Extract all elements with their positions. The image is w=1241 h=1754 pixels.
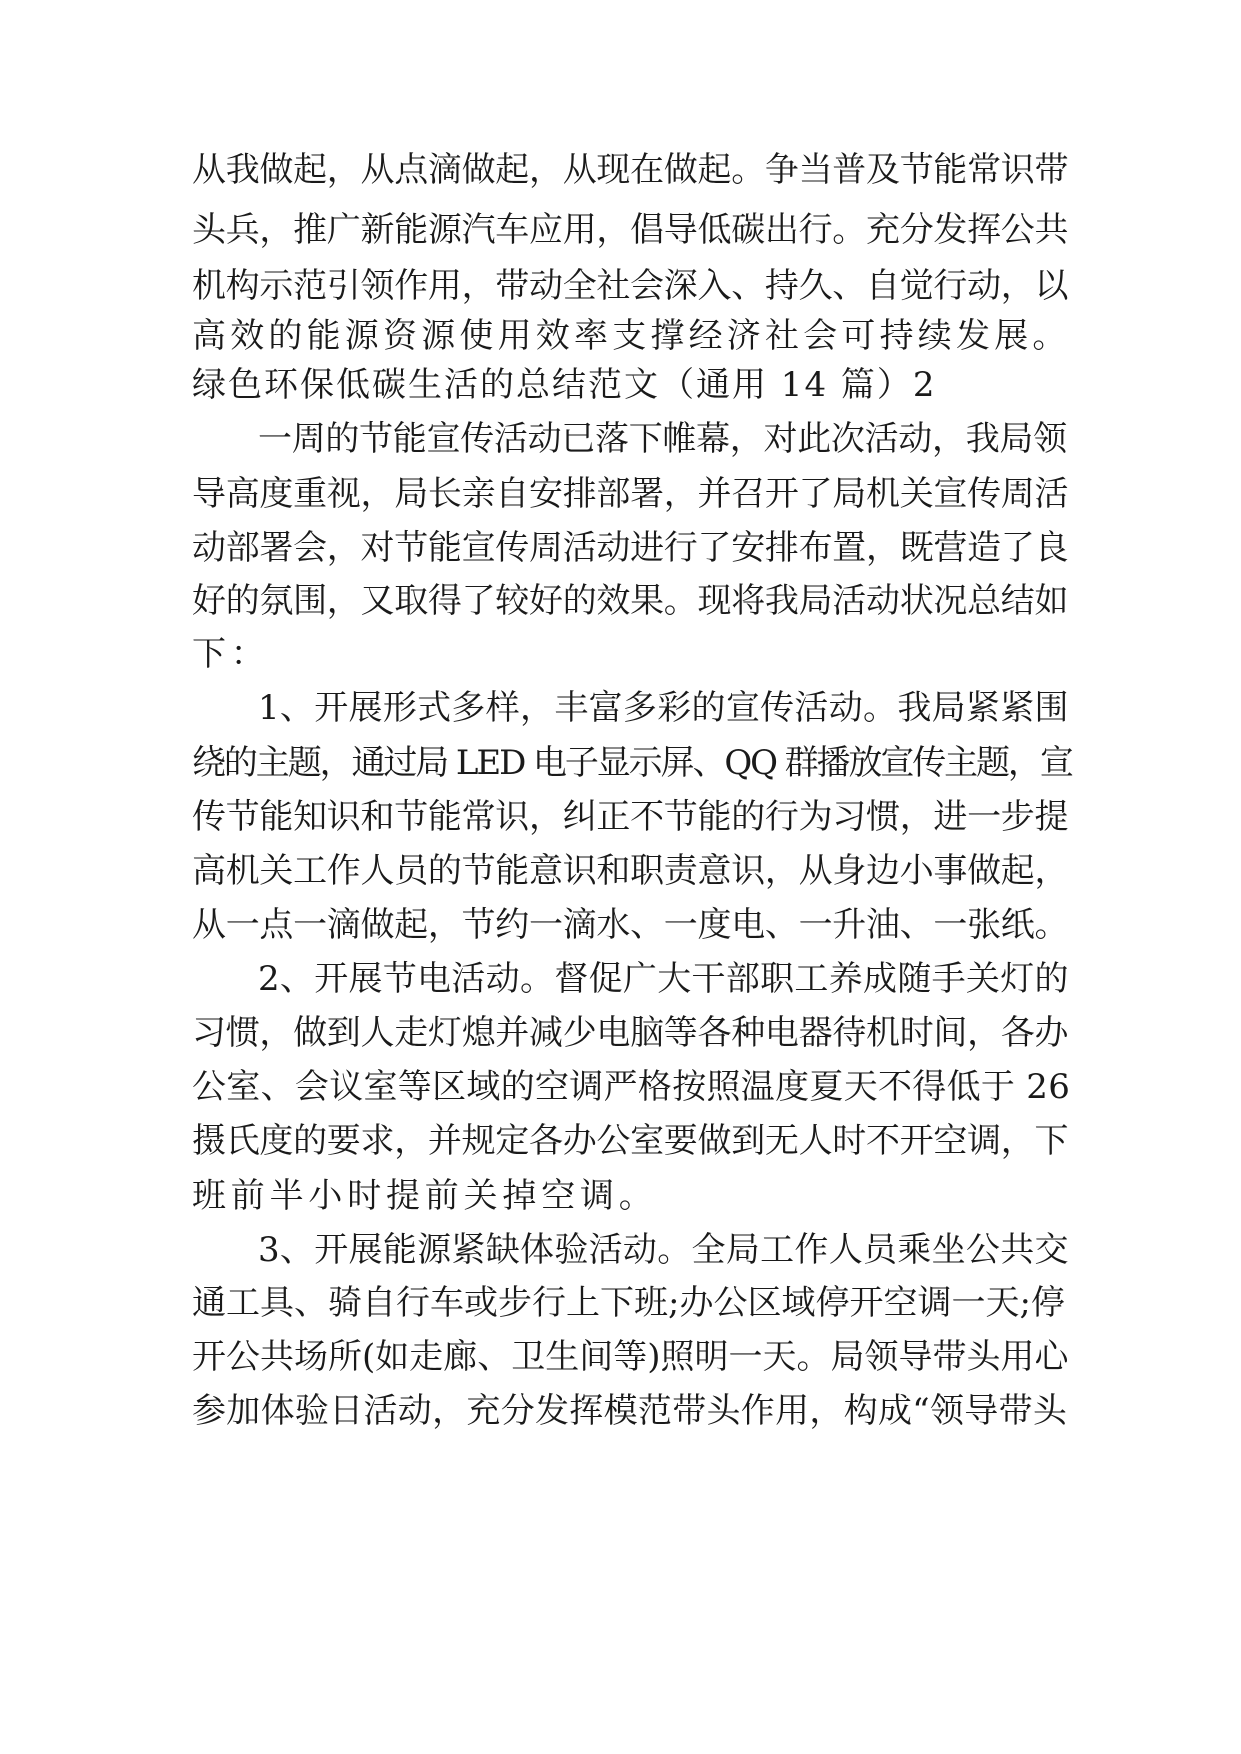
paragraph-line: 动部署会，对节能宣传周活动进行了安排布置，既营造了良: [192, 528, 1069, 568]
paragraph-line: 绕的主题，通过局 LED 电子显示屏、QQ 群播放宣传主题，宣: [192, 743, 1072, 783]
paragraph-line: 参加体验日活动，充分发挥模范带头作用，构成“领导带头: [192, 1391, 1068, 1431]
paragraph-line: 从我做起，从点滴做起，从现在做起。争当普及节能常识带: [192, 150, 1069, 190]
paragraph-line: 通工具、骑自行车或步行上下班;办公区域停开空调一天;停: [192, 1283, 1065, 1323]
paragraph-line: 从一点一滴做起，节约一滴水、一度电、一升油、一张纸。: [192, 905, 1069, 945]
paragraph-line: 机构示范引领作用，带动全社会深入、持久、自觉行动，以: [192, 266, 1069, 306]
paragraph-line: 3、开展能源紧缺体验活动。全局工作人员乘坐公共交: [258, 1230, 1069, 1270]
paragraph-line: 公室、会议室等区域的空调严格按照温度夏天不得低于 26: [192, 1067, 1071, 1107]
paragraph-line: 习惯，做到人走灯熄并减少电脑等各种电器待机时间，各办: [192, 1013, 1069, 1053]
paragraph-line: 一周的节能宣传活动已落下帷幕，对此次活动，我局领: [258, 419, 1067, 459]
paragraph-line: 好的氛围，又取得了较好的效果。现将我局活动状况总结如: [192, 581, 1069, 621]
paragraph-line: 高效的能源资源使用效率支撑经济社会可持续发展。: [192, 316, 1071, 356]
paragraph-line: 下：: [192, 634, 270, 674]
paragraph-line: 班前半小时提前关掉空调。: [192, 1176, 658, 1216]
paragraph-line: 摄氏度的要求，并规定各办公室要做到无人时不开空调，下: [192, 1121, 1069, 1161]
section-heading: 绿色环保低碳生活的总结范文（通用 14 篇）2: [192, 365, 937, 405]
paragraph-line: 2、开展节电活动。督促广大干部职工养成随手关灯的: [258, 959, 1069, 999]
paragraph-line: 传节能知识和节能常识，纠正不节能的行为习惯，进一步提: [192, 797, 1069, 837]
paragraph-line: 高机关工作人员的节能意识和职责意识，从身边小事做起，: [192, 851, 1069, 891]
paragraph-line: 导高度重视，局长亲自安排部署，并召开了局机关宣传周活: [192, 474, 1069, 514]
paragraph-line: 开公共场所(如走廊、卫生间等)照明一天。局领导带头用心: [192, 1337, 1069, 1377]
paragraph-line: 1、开展形式多样，丰富多彩的宣传活动。我局紧紧围: [258, 688, 1069, 728]
paragraph-line: 头兵，推广新能源汽车应用，倡导低碳出行。充分发挥公共: [192, 210, 1069, 250]
